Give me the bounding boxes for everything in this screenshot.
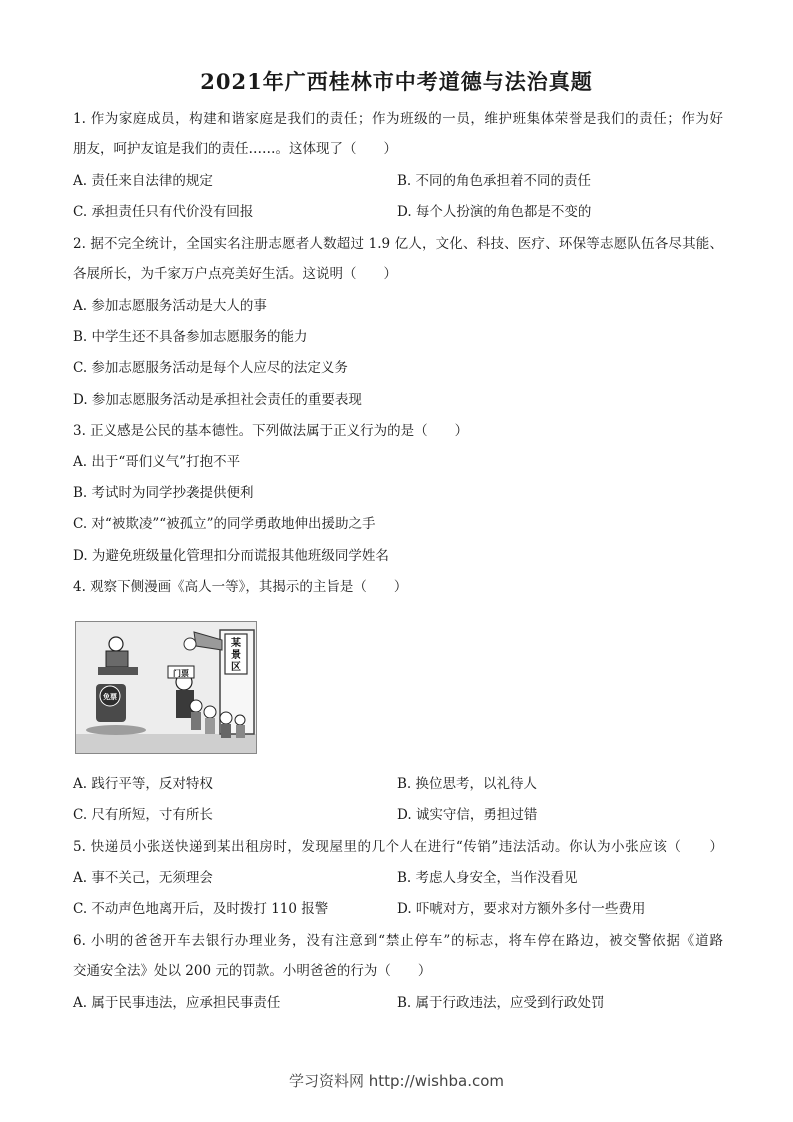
ticket-sign: 门票 xyxy=(173,668,189,678)
question-6-stem-line-2: 交通安全法》处以 200 元的罚款。小明爸爸的行为（ ） xyxy=(73,963,432,979)
question-5-option-d: D. 吓唬对方，要求对方额外多付一些费用 xyxy=(397,901,646,917)
question-4-option-b: B. 换位思考，以礼待人 xyxy=(397,776,538,792)
question-1-option-b: B. 不同的角色承担着不同的责任 xyxy=(397,173,592,189)
question-5-option-c: C. 不动声色地离开后，及时拨打 110 报警 xyxy=(73,901,329,917)
question-3-option-b: B. 考试时为同学抄袭提供便利 xyxy=(73,485,254,501)
question-2-option-b: B. 中学生还不具备参加志愿服务的能力 xyxy=(73,329,308,345)
question-6-option-a: A. 属于民事违法，应承担民事责任 xyxy=(73,995,281,1011)
scenic-sign-char-3: 区 xyxy=(231,662,241,673)
question-4-stem: 4. 观察下侧漫画《高人一等》，其揭示的主旨是（ ） xyxy=(73,579,408,595)
scenic-sign-char-2: 景 xyxy=(231,650,241,661)
question-2-stem-line-1: 2. 据不完全统计，全国实名注册志愿者人数超过 1.9 亿人，文化、科技、医疗、环保等志愿队伍各尽其能、 xyxy=(73,236,723,252)
question-1-stem-line-1: 1. 作为家庭成员，构建和谐家庭是我们的责任；作为班级的一员，维护班集体荣誉是我们的责任；作为好 xyxy=(73,111,723,127)
question-1-option-c: C. 承担责任只有代价没有回报 xyxy=(73,204,254,220)
question-5-option-a: A. 事不关己，无须理会 xyxy=(73,870,213,886)
cartoon-image xyxy=(75,621,257,754)
scenic-sign-char-1: 某 xyxy=(231,638,241,649)
page-title: 2021年广西桂林市中考道德与法治真题 xyxy=(200,69,593,94)
question-1-stem-line-2: 朋友，呵护友谊是我们的责任……。这体现了（ ） xyxy=(73,141,397,157)
page-footer[interactable]: 学习资料网 http://wishba.com xyxy=(289,1072,504,1090)
question-3-option-c: C. 对“被欺凌”“被孤立”的同学勇敢地伸出援助之手 xyxy=(73,516,376,532)
cartoon-drawing xyxy=(76,622,256,753)
question-2-option-d: D. 参加志愿服务活动是承担社会责任的重要表现 xyxy=(73,392,362,408)
question-2-stem-line-2: 各展所长，为千家万户点亮美好生活。这说明（ ） xyxy=(73,266,397,282)
question-6-stem-line-1: 6. 小明的爸爸开车去银行办理业务，没有注意到“禁止停车”的标志，将车停在路边，被交警依据《道路 xyxy=(73,933,723,949)
question-4-option-d: D. 诚实守信，勇担过错 xyxy=(397,807,538,823)
question-1-option-a: A. 责任来自法律的规定 xyxy=(73,173,213,189)
question-4-option-c: C. 尺有所短，寸有所长 xyxy=(73,807,213,823)
question-3-option-d: D. 为避免班级量化管理扣分而谎报其他班级同学姓名 xyxy=(73,548,389,564)
question-4-option-a: A. 践行平等，反对特权 xyxy=(73,776,213,792)
question-3-stem: 3. 正义感是公民的基本德性。下列做法属于正义行为的是（ ） xyxy=(73,423,469,439)
question-1-option-d: D. 每个人扮演的角色都是不变的 xyxy=(397,204,592,220)
question-2-option-a: A. 参加志愿服务活动是大人的事 xyxy=(73,298,267,314)
question-5-stem: 5. 快递员小张送快递到某出租房时，发现屋里的几个人在进行“传销”违法活动。你认为小张应该（ ） xyxy=(73,839,723,855)
free-ticket-sign: 免票 xyxy=(103,692,117,701)
question-5-option-b: B. 考虑人身安全，当作没看见 xyxy=(397,870,578,886)
question-6-option-b: B. 属于行政违法，应受到行政处罚 xyxy=(397,995,605,1011)
question-2-option-c: C. 参加志愿服务活动是每个人应尽的法定义务 xyxy=(73,360,348,376)
question-3-option-a: A. 出于“哥们义气”打抱不平 xyxy=(73,454,241,470)
